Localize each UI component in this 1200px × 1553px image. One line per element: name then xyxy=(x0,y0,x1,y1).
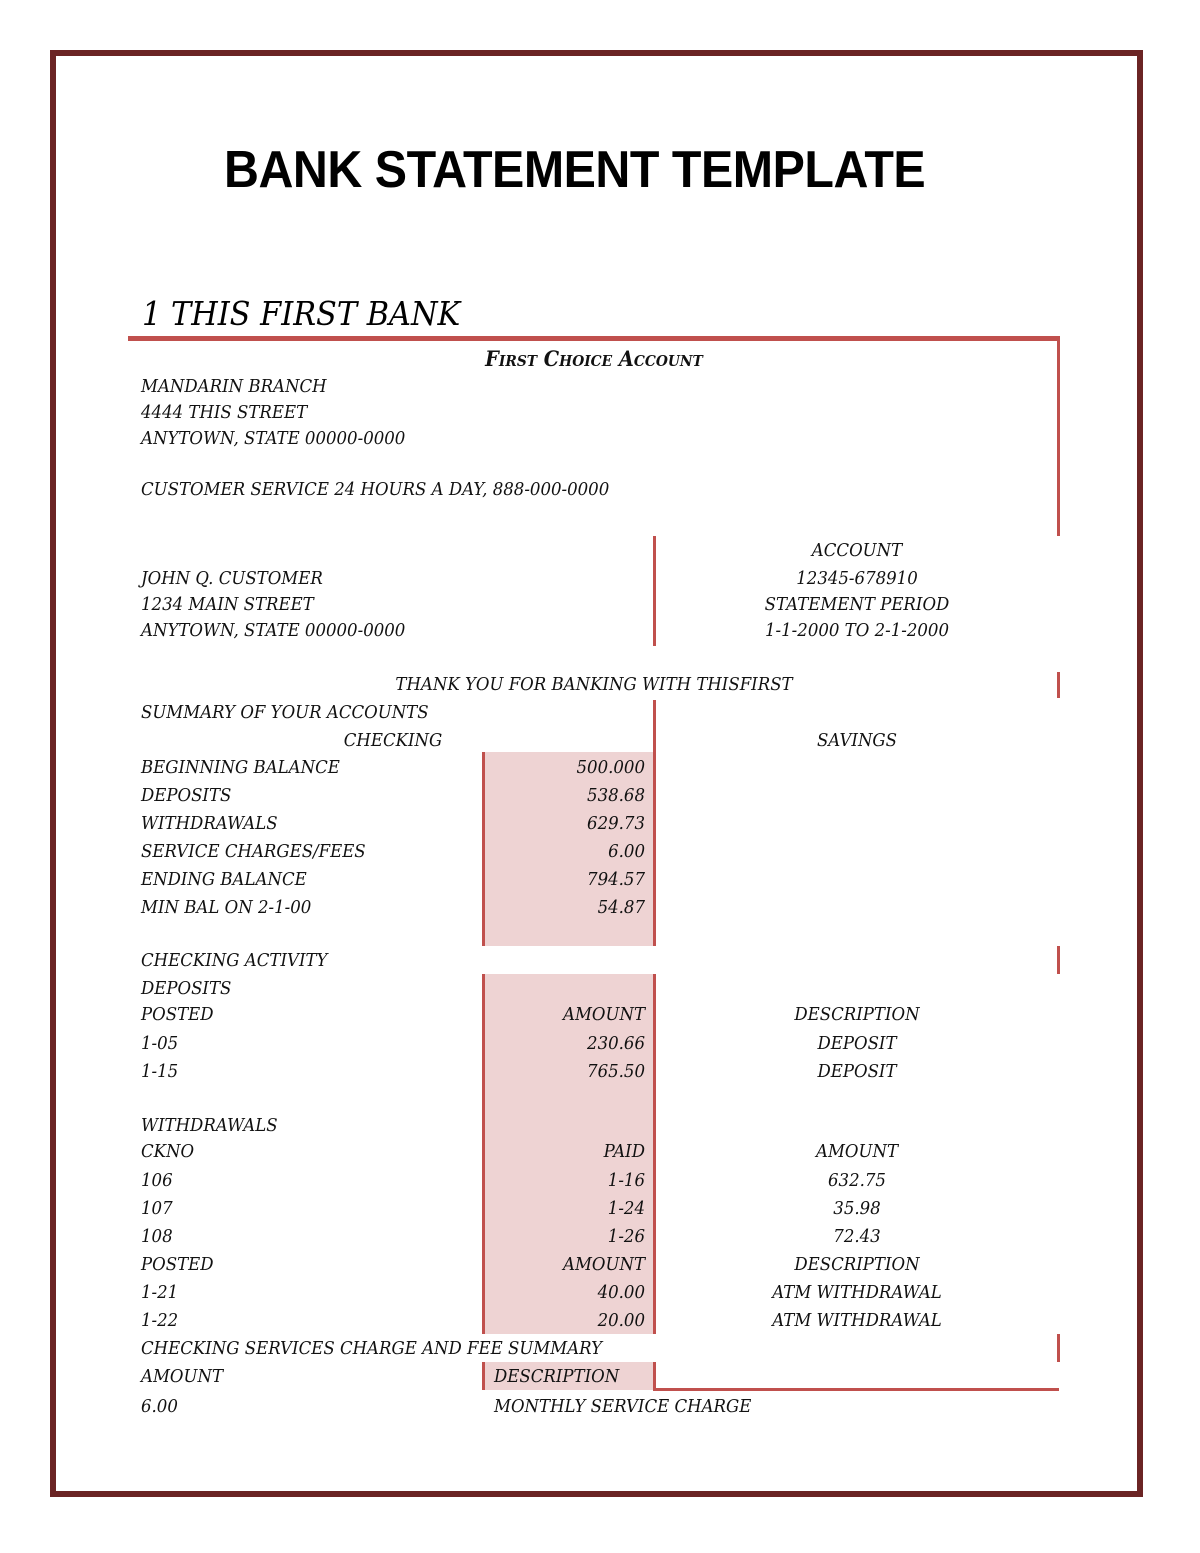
summary-heading: SUMMARY OF YOUR ACCOUNTS xyxy=(141,702,429,723)
summary-value: 6.00 xyxy=(608,841,645,862)
account-number: 12345-678910 xyxy=(796,568,918,589)
summary-label: MIN BAL ON 2-1-00 xyxy=(141,897,312,918)
deposits-heading: DEPOSITS xyxy=(141,978,232,999)
col-description: DESCRIPTION xyxy=(794,1004,920,1025)
cell-amount: 72.43 xyxy=(833,1226,881,1247)
statement-period-label: STATEMENT PERIOD xyxy=(764,594,950,615)
divider-account xyxy=(653,536,656,646)
cell-paid: 1-24 xyxy=(607,1198,645,1219)
summary-label: BEGINNING BALANCE xyxy=(141,757,340,778)
cell-amount: 35.98 xyxy=(833,1198,881,1219)
branch-street: 4444 THIS STREET xyxy=(141,402,308,423)
summary-value: 500.000 xyxy=(576,757,645,778)
col-description: DESCRIPTION xyxy=(794,1254,920,1275)
customer-service-line: CUSTOMER SERVICE 24 HOURS A DAY, 888-000-0000 xyxy=(141,479,610,500)
summary-label: ENDING BALANCE xyxy=(141,869,307,890)
divider-summary xyxy=(653,700,656,752)
cell-description: DEPOSIT xyxy=(817,1061,897,1082)
right-rule-activity xyxy=(1057,946,1060,974)
right-rule-top xyxy=(1057,336,1060,536)
col-amount: AMOUNT xyxy=(563,1254,645,1275)
activity-shade-right xyxy=(653,974,656,1334)
account-type-title: First Choice Account xyxy=(485,346,703,371)
cell-description: ATM WITHDRAWAL xyxy=(772,1282,942,1303)
cell-posted: 1-15 xyxy=(141,1061,179,1082)
bank-name: 1 THIS FIRST BANK xyxy=(142,294,461,333)
summary-label: DEPOSITS xyxy=(141,785,232,806)
header-rule xyxy=(128,336,1060,341)
cell-posted: 1-22 xyxy=(141,1310,179,1331)
cell-amount: 6.00 xyxy=(141,1396,178,1417)
col-paid: PAID xyxy=(603,1141,645,1162)
cell-paid: 1-26 xyxy=(607,1226,645,1247)
account-label: ACCOUNT xyxy=(811,540,903,561)
cell-amount: 765.50 xyxy=(587,1061,645,1082)
cell-description: MONTHLY SERVICE CHARGE xyxy=(494,1396,752,1417)
fees-heading: CHECKING SERVICES CHARGE AND FEE SUMMARY xyxy=(141,1338,603,1359)
summary-label: WITHDRAWALS xyxy=(141,813,278,834)
right-rule-thanks xyxy=(1057,672,1060,698)
savings-label: SAVINGS xyxy=(816,730,898,751)
col-description: DESCRIPTION xyxy=(494,1366,620,1387)
fees-bottom-rule xyxy=(653,1388,1059,1391)
cell-amount: 632.75 xyxy=(828,1170,886,1191)
col-posted: POSTED xyxy=(141,1004,214,1025)
fees-shade-right xyxy=(653,1362,656,1390)
cell-amount: 20.00 xyxy=(597,1310,645,1331)
summary-value: 794.57 xyxy=(587,869,645,890)
cell-posted: 1-05 xyxy=(141,1033,179,1054)
cell-posted: 1-21 xyxy=(141,1282,179,1303)
summary-value: 54.87 xyxy=(597,897,645,918)
summary-label: SERVICE CHARGES/FEES xyxy=(141,841,366,862)
col-ckno: CKNO xyxy=(141,1141,195,1162)
cell-ckno: 106 xyxy=(141,1170,173,1191)
cell-ckno: 108 xyxy=(141,1226,173,1247)
customer-street: 1234 MAIN STREET xyxy=(141,594,314,615)
cell-ckno: 107 xyxy=(141,1198,173,1219)
cell-description: ATM WITHDRAWAL xyxy=(772,1310,942,1331)
cell-amount: 40.00 xyxy=(597,1282,645,1303)
customer-city: ANYTOWN, STATE 00000-0000 xyxy=(141,620,406,641)
summary-shade-right xyxy=(653,752,656,946)
col-amount: AMOUNT xyxy=(816,1141,898,1162)
col-amount: AMOUNT xyxy=(563,1004,645,1025)
checking-activity-heading: CHECKING ACTIVITY xyxy=(141,950,328,971)
cell-description: DEPOSIT xyxy=(817,1033,897,1054)
summary-value: 629.73 xyxy=(587,813,645,834)
cell-amount: 230.66 xyxy=(587,1033,645,1054)
withdrawals-heading: WITHDRAWALS xyxy=(141,1115,278,1136)
col-posted: POSTED xyxy=(141,1254,214,1275)
fees-shade-left xyxy=(482,1362,485,1390)
cell-paid: 1-16 xyxy=(607,1170,645,1191)
page-title: BANK STATEMENT TEMPLATE xyxy=(224,141,926,199)
right-rule-fees xyxy=(1057,1334,1060,1362)
customer-name: JOHN Q. CUSTOMER xyxy=(141,568,323,589)
branch-city: ANYTOWN, STATE 00000-0000 xyxy=(141,428,406,449)
summary-value: 538.68 xyxy=(587,785,645,806)
checking-label: CHECKING xyxy=(343,730,443,751)
col-amount: AMOUNT xyxy=(141,1366,223,1387)
branch-name: MANDARIN BRANCH xyxy=(141,376,327,397)
statement-period: 1-1-2000 TO 2-1-2000 xyxy=(765,620,949,641)
thank-you-line: THANK YOU FOR BANKING WITH THISFIRST xyxy=(395,674,793,695)
